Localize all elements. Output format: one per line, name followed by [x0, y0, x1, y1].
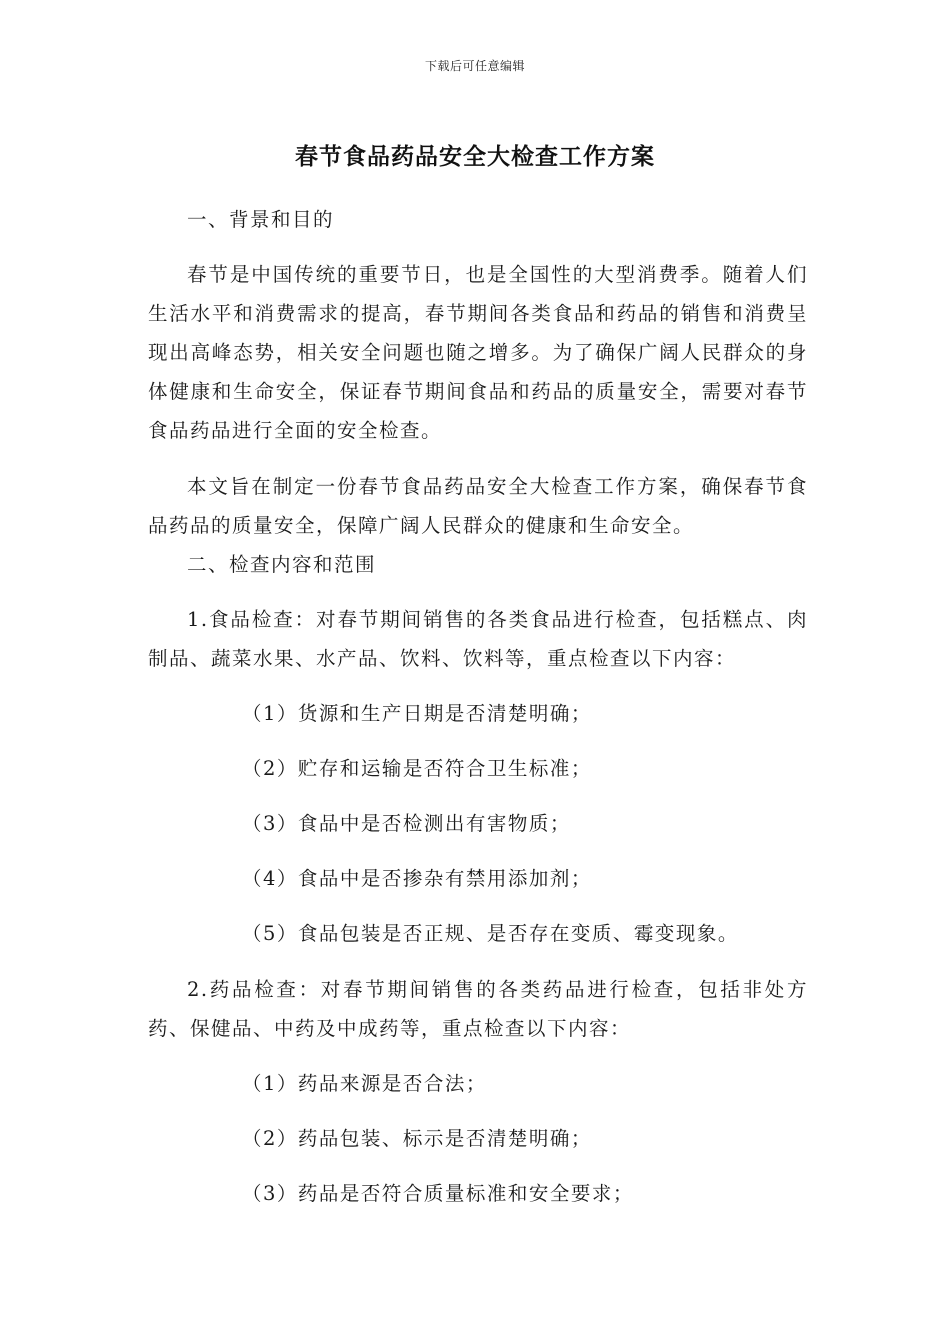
paragraph-food-inspection: 1.食品检查：对春节期间销售的各类食品进行检查，包括糕点、肉制品、蔬菜水果、水产品、饮料、饮料等，重点检查以下内容：: [148, 608, 808, 670]
food-check-item: （5）食品包装是否正规、是否存在变质、霉变现象。: [242, 922, 739, 945]
document-title: 春节食品药品安全大检查工作方案: [295, 144, 655, 170]
section-heading-background: 一、背景和目的: [187, 208, 335, 231]
header-note: 下载后可任意编辑: [424, 59, 525, 73]
paragraph-background: 春节是中国传统的重要节日，也是全国性的大型消费季。随着人们生活水平和消费需求的提高，春节期间各类食品和药品的销售和消费呈现出高峰态势，相关安全问题也随之增多。为了确保广阔人民群众的身体健康和生命安全，保证春节期间食品和药品的质量安全，需要对春节食品药品进行全面的安全检查。: [148, 263, 808, 442]
food-check-list: [148, 694, 808, 953]
document-body: [148, 200, 808, 1213]
food-check-item: （4）食品中是否掺杂有禁用添加剂；: [242, 867, 592, 890]
drug-check-list: [148, 1064, 808, 1213]
food-check-item: （1）货源和生产日期是否清楚明确；: [242, 702, 592, 725]
food-check-item: （3）食品中是否检测出有害物质；: [242, 812, 571, 835]
drug-check-item: （1）药品来源是否合法；: [242, 1072, 487, 1095]
drug-check-item: （3）药品是否符合质量标准和安全要求；: [242, 1182, 634, 1205]
drug-check-item: （2）药品包装、标示是否清楚明确；: [242, 1127, 592, 1150]
food-check-item: （2）贮存和运输是否符合卫生标准；: [242, 757, 592, 780]
section-heading-scope: 二、检查内容和范围: [187, 553, 377, 576]
paragraph-purpose: 本文旨在制定一份春节食品药品安全大检查工作方案，确保春节食品药品的质量安全，保障广阔人民群众的健康和生命安全。: [148, 475, 808, 537]
paragraph-drug-inspection: 2.药品检查：对春节期间销售的各类药品进行检查，包括非处方药、保健品、中药及中成药等，重点检查以下内容：: [148, 978, 808, 1040]
